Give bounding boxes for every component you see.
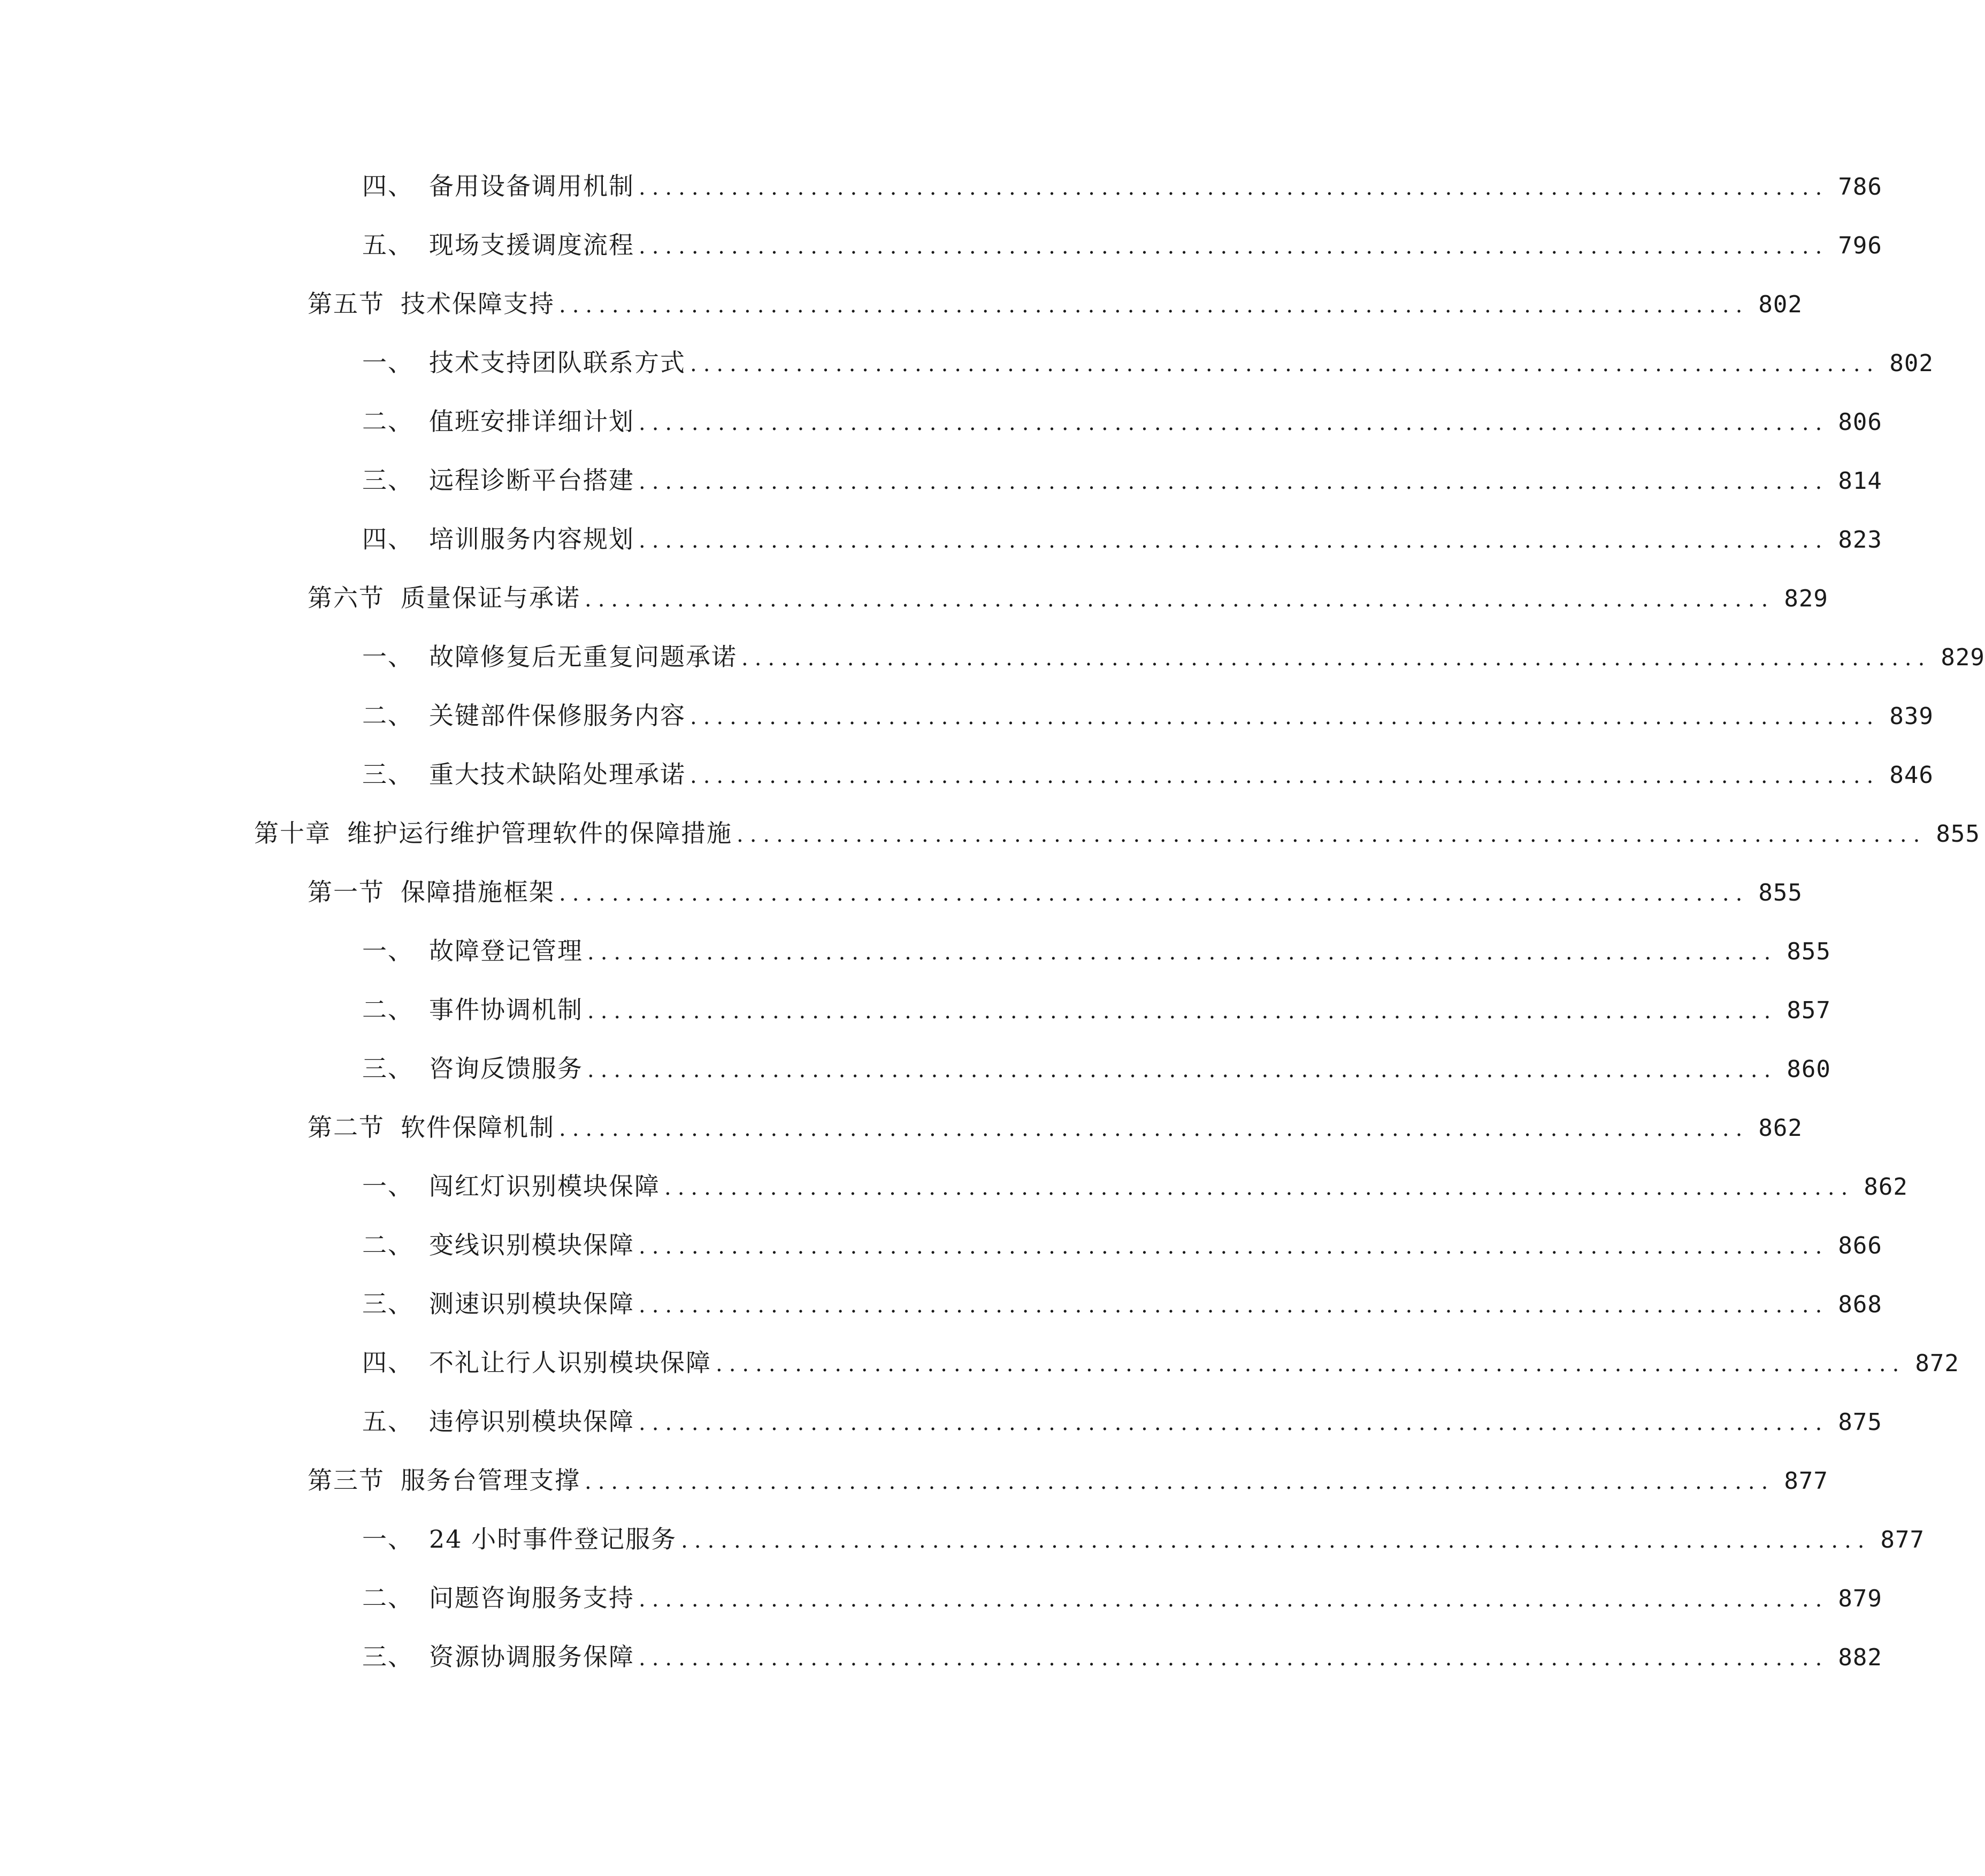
entry-title: 资源协调服务保障	[429, 1642, 634, 1671]
entry-title: 备用设备调用机制	[429, 172, 634, 201]
entry-number: 第三节	[308, 1466, 385, 1495]
dot-leader: ..........................................................................................	[639, 1234, 1829, 1259]
entry-label	[254, 812, 732, 855]
entry-title: 故障登记管理	[429, 936, 583, 965]
toc-entry[interactable]	[362, 341, 1934, 384]
toc-entry[interactable]	[362, 694, 1934, 737]
entry-title: 保障措施框架	[401, 878, 555, 906]
toc-entry[interactable]	[362, 635, 1985, 678]
dot-leader: ..........................................................................................	[559, 293, 1749, 318]
page-number: 806	[1838, 409, 1882, 436]
dot-leader: ..........................................................................................	[587, 940, 1777, 965]
entry-label	[362, 635, 737, 678]
page-number: 875	[1838, 1409, 1882, 1436]
entry-title: 技术支持团队联系方式	[429, 348, 686, 377]
dot-leader: ..........................................................................................	[737, 822, 1927, 847]
dot-leader: ..........................................................................................	[559, 1117, 1749, 1141]
entry-label	[362, 1518, 677, 1560]
entry-label	[362, 929, 583, 972]
toc-entry[interactable]	[308, 1106, 1803, 1149]
entry-number: 三、	[362, 466, 413, 495]
toc-entry[interactable]	[362, 518, 1882, 560]
dot-leader: ..........................................................................................	[587, 1058, 1777, 1082]
toc-entry[interactable]	[362, 1577, 1882, 1619]
toc-entry[interactable]	[254, 812, 1980, 855]
entry-title: 违停识别模块保障	[429, 1407, 634, 1436]
entry-number: 三、	[362, 1054, 413, 1083]
entry-title: 现场支援调度流程	[429, 230, 634, 259]
entry-label	[362, 988, 583, 1031]
entry-title: 变线识别模块保障	[429, 1231, 634, 1259]
entry-label	[308, 871, 555, 913]
entry-number: 二、	[362, 701, 413, 730]
entry-number: 二、	[362, 407, 413, 436]
entry-label	[362, 753, 686, 796]
entry-number: 第二节	[308, 1113, 385, 1142]
dot-leader: ..........................................................................................	[639, 1411, 1829, 1435]
entry-title: 闯红灯识别模块保障	[429, 1172, 660, 1201]
dot-leader: ..........................................................................................	[639, 411, 1829, 435]
dot-leader: ..........................................................................................	[559, 881, 1749, 906]
entry-title: 培训服务内容规划	[429, 525, 634, 553]
page-number: 882	[1838, 1644, 1882, 1671]
page-number: 872	[1915, 1350, 1959, 1377]
entry-title: 24 小时事件登记服务	[429, 1525, 677, 1554]
entry-label	[362, 1282, 634, 1325]
page-number: 857	[1787, 997, 1831, 1024]
page-number: 877	[1784, 1467, 1828, 1495]
entry-number: 一、	[362, 1172, 413, 1201]
entry-title: 维护运行维护管理软件的保障措施	[347, 819, 732, 848]
entry-label	[362, 1577, 634, 1619]
page-number: 829	[1784, 585, 1828, 612]
entry-title: 服务台管理支撑	[401, 1466, 580, 1495]
toc-entry[interactable]	[362, 1165, 1908, 1208]
entry-label	[362, 1341, 711, 1384]
dot-leader: ..........................................................................................	[639, 175, 1829, 200]
page-number: 877	[1880, 1526, 1925, 1554]
page-number: 855	[1936, 820, 1980, 848]
entry-number: 第五节	[308, 289, 385, 318]
entry-label	[308, 282, 555, 325]
toc-entry[interactable]	[362, 1341, 1959, 1384]
page-number: 855	[1758, 879, 1803, 906]
toc-entry[interactable]	[362, 753, 1934, 796]
dot-leader: ..........................................................................................	[664, 1175, 1854, 1200]
entry-number: 三、	[362, 760, 413, 789]
entry-title: 问题咨询服务支持	[429, 1583, 634, 1612]
entry-number: 一、	[362, 348, 413, 377]
entry-number: 五、	[362, 230, 413, 259]
page-number: 814	[1838, 467, 1882, 495]
entry-label	[308, 576, 580, 619]
dot-leader: ..........................................................................................	[587, 999, 1777, 1024]
entry-title: 软件保障机制	[401, 1113, 555, 1142]
page-number: 868	[1838, 1291, 1882, 1318]
toc-entry[interactable]	[308, 576, 1828, 619]
toc-entry[interactable]	[362, 1400, 1882, 1443]
entry-number: 二、	[362, 1583, 413, 1612]
entry-number: 一、	[362, 1525, 413, 1554]
dot-leader: ..........................................................................................	[639, 1646, 1829, 1671]
toc-entry[interactable]	[362, 1282, 1882, 1325]
toc-entry[interactable]	[362, 400, 1882, 443]
entry-title: 事件协调机制	[429, 995, 583, 1024]
entry-label	[362, 1224, 634, 1266]
toc-entry[interactable]	[362, 1635, 1882, 1678]
entry-title: 测速识别模块保障	[429, 1289, 634, 1318]
toc-entry[interactable]	[362, 988, 1831, 1031]
entry-label	[362, 224, 634, 266]
entry-label	[308, 1459, 580, 1502]
dot-leader: ..........................................................................................	[690, 764, 1880, 788]
page-number: 855	[1787, 938, 1831, 965]
entry-label	[362, 400, 634, 443]
entry-number: 四、	[362, 525, 413, 553]
entry-title: 重大技术缺陷处理承诺	[429, 760, 686, 789]
entry-title: 技术保障支持	[401, 289, 555, 318]
entry-label	[362, 1047, 583, 1090]
page-number: 846	[1889, 762, 1934, 789]
page-number: 862	[1864, 1173, 1908, 1201]
toc-entry[interactable]	[362, 165, 1882, 207]
entry-number: 二、	[362, 1231, 413, 1259]
entry-label	[308, 1106, 555, 1149]
entry-number: 第一节	[308, 878, 385, 906]
entry-number: 三、	[362, 1289, 413, 1318]
dot-leader: ..........................................................................................	[716, 1352, 1906, 1377]
page-number: 796	[1838, 232, 1882, 259]
page-number: 786	[1838, 173, 1882, 201]
dot-leader: ..........................................................................................	[690, 352, 1880, 376]
dot-leader: ..........................................................................................	[681, 1528, 1871, 1553]
entry-number: 三、	[362, 1642, 413, 1671]
entry-title: 值班安排详细计划	[429, 407, 634, 436]
toc-entry[interactable]	[362, 1224, 1882, 1266]
dot-leader: ..........................................................................................	[639, 470, 1829, 494]
dot-leader: ..........................................................................................	[639, 1587, 1829, 1612]
entry-number: 第六节	[308, 583, 385, 612]
toc-entry[interactable]	[308, 1459, 1828, 1502]
entry-number: 四、	[362, 1348, 413, 1377]
page-number: 879	[1838, 1585, 1882, 1612]
page-number: 802	[1758, 291, 1803, 318]
entry-number: 一、	[362, 642, 413, 671]
entry-label	[362, 694, 686, 737]
dot-leader: ..........................................................................................	[585, 587, 1775, 612]
entry-label	[362, 1165, 660, 1208]
page-number: 823	[1838, 526, 1882, 553]
entry-title: 远程诊断平台搭建	[429, 466, 634, 495]
entry-title: 质量保证与承诺	[401, 583, 580, 612]
entry-title: 不礼让行人识别模块保障	[429, 1348, 711, 1377]
page-number: 866	[1838, 1232, 1882, 1259]
toc-entry[interactable]	[308, 871, 1803, 913]
entry-label	[362, 341, 686, 384]
entry-title: 关键部件保修服务内容	[429, 701, 686, 730]
entry-number: 一、	[362, 936, 413, 965]
page-number: 829	[1941, 644, 1985, 671]
entry-number: 二、	[362, 995, 413, 1024]
entry-label	[362, 165, 634, 207]
dot-leader: ..........................................................................................	[585, 1470, 1775, 1494]
toc-entry[interactable]	[362, 459, 1882, 502]
dot-leader: ..........................................................................................	[690, 705, 1880, 729]
entry-number: 五、	[362, 1407, 413, 1436]
dot-leader: ..........................................................................................	[639, 1293, 1829, 1318]
dot-leader: ..........................................................................................	[741, 646, 1932, 671]
entry-label	[362, 1400, 634, 1443]
entry-label	[362, 459, 634, 502]
page-number: 860	[1787, 1056, 1831, 1083]
page-number: 839	[1889, 703, 1934, 730]
entry-number: 第十章	[254, 819, 331, 848]
toc-entry[interactable]	[362, 1047, 1831, 1090]
dot-leader: ..........................................................................................	[639, 234, 1829, 259]
page-number: 862	[1758, 1114, 1803, 1142]
toc-entry[interactable]	[362, 929, 1831, 972]
page-number: 802	[1889, 350, 1934, 377]
entry-title: 故障修复后无重复问题承诺	[429, 642, 737, 671]
entry-number: 四、	[362, 172, 413, 201]
entry-label	[362, 518, 634, 560]
toc-entry[interactable]	[362, 224, 1882, 266]
entry-label	[362, 1635, 634, 1678]
dot-leader: ..........................................................................................	[639, 528, 1829, 553]
toc-entry[interactable]	[362, 1518, 1925, 1560]
toc-entry[interactable]	[308, 282, 1803, 325]
entry-title: 咨询反馈服务	[429, 1054, 583, 1083]
